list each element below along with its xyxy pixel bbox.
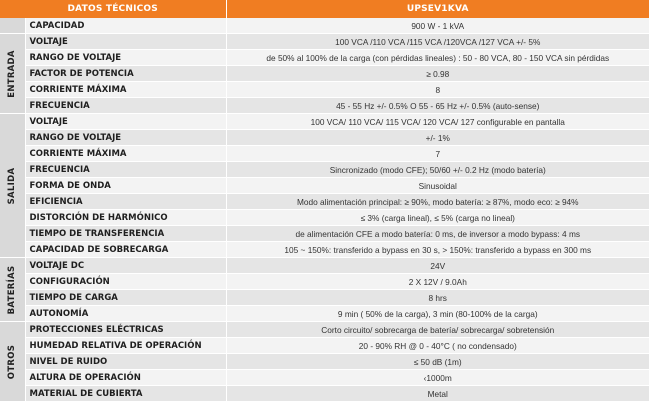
row-label: FRECUENCIA	[25, 98, 226, 114]
row-label: RANGO DE VOLTAJE	[25, 50, 226, 66]
header-model: UPSEV1KVA	[226, 0, 649, 18]
row-value: 8	[226, 82, 649, 98]
table-row	[0, 290, 649, 306]
row-value: 24V	[226, 258, 649, 274]
group-cell	[0, 34, 25, 114]
row-value: +/- 1%	[226, 130, 649, 146]
group-label: ENTRADA	[7, 49, 18, 98]
table-row	[0, 162, 649, 178]
table-row	[0, 178, 649, 194]
row-value: 9 min ( 50% de la carga), 3 min (80-100% de la carga)	[226, 306, 649, 322]
group-cell	[0, 322, 25, 402]
table-row	[0, 194, 649, 210]
row-label: VOLTAJE	[25, 34, 226, 50]
row-label: HUMEDAD RELATIVA DE OPERACIÓN	[25, 338, 226, 354]
row-value: Metal	[226, 386, 649, 402]
group-cell-empty	[0, 18, 25, 34]
row-label: CORRIENTE MÁXIMA	[25, 82, 226, 98]
table-row	[0, 370, 649, 386]
row-label: AUTONOMÍA	[25, 306, 226, 322]
row-label: PROTECCIONES ELÉCTRICAS	[25, 322, 226, 338]
table-row	[0, 18, 649, 34]
row-label: VOLTAJE DC	[25, 258, 226, 274]
header-row	[0, 0, 649, 18]
table-row	[0, 34, 649, 50]
row-value: 2 X 12V / 9.0Ah	[226, 274, 649, 290]
table-row	[0, 146, 649, 162]
header-datos-tecnicos: DATOS TÉCNICOS	[0, 0, 226, 18]
group-cell	[0, 258, 25, 322]
table-row	[0, 354, 649, 370]
table-row	[0, 50, 649, 66]
row-value: 100 VCA/ 110 VCA/ 115 VCA/ 120 VCA/ 127 configurable en pantalla	[226, 114, 649, 130]
table-row	[0, 226, 649, 242]
row-label: NIVEL DE RUIDO	[25, 354, 226, 370]
row-label: EFICIENCIA	[25, 194, 226, 210]
row-value: Corto circuito/ sobrecarga de batería/ sobrecarga/ sobretensión	[226, 322, 649, 338]
row-value: ≤ 3% (carga lineal), ≤ 5% (carga no lineal)	[226, 210, 649, 226]
spec-body	[0, 18, 649, 402]
row-label: CAPACIDAD DE SOBRECARGA	[25, 242, 226, 258]
row-label: TIEMPO DE TRANSFERENCIA	[25, 226, 226, 242]
row-value: 8 hrs	[226, 290, 649, 306]
table-row	[0, 130, 649, 146]
group-label: OTROS	[7, 344, 18, 379]
group-cell	[0, 114, 25, 258]
row-value: ≤ 50 dB (1m)	[226, 354, 649, 370]
row-value: 100 VCA /110 VCA /115 VCA /120VCA /127 VCA +/- 5%	[226, 34, 649, 50]
table-row	[0, 258, 649, 274]
row-value: Modo alimentación principal: ≥ 90%, modo batería: ≥ 87%, modo eco: ≥ 94%	[226, 194, 649, 210]
row-label: VOLTAJE	[25, 114, 226, 130]
row-label: RANGO DE VOLTAJE	[25, 130, 226, 146]
row-value: 45 - 55 Hz +/- 0.5% O 55 - 65 Hz +/- 0.5% (auto-sense)	[226, 98, 649, 114]
table-row	[0, 306, 649, 322]
row-label: TIEMPO DE CARGA	[25, 290, 226, 306]
row-label: CORRIENTE MÁXIMA	[25, 146, 226, 162]
table-row	[0, 242, 649, 258]
table-row	[0, 82, 649, 98]
row-label: MATERIAL DE CUBIERTA	[25, 386, 226, 402]
row-label: ALTURA DE OPERACIÓN	[25, 370, 226, 386]
table-row	[0, 274, 649, 290]
row-value: 900 W - 1 kVA	[226, 18, 649, 34]
row-label: FACTOR DE POTENCIA	[25, 66, 226, 82]
row-label: FORMA DE ONDA	[25, 178, 226, 194]
group-label: BATERÍAS	[7, 265, 18, 314]
table-row	[0, 210, 649, 226]
row-value: de alimentación CFE a modo batería: 0 ms, de inversor a modo bypass: 4 ms	[226, 226, 649, 242]
row-value: ≥ 0.98	[226, 66, 649, 82]
row-label: FRECUENCIA	[25, 162, 226, 178]
table-row	[0, 98, 649, 114]
row-value: 20 - 90% RH @ 0 - 40°C ( no condensado)	[226, 338, 649, 354]
row-value: Sincronizado (modo CFE); 50/60 +/- 0.2 Hz (modo batería)	[226, 162, 649, 178]
row-value: 7	[226, 146, 649, 162]
row-label: DISTORCIÓN DE HARMÓNICO	[25, 210, 226, 226]
row-label: CONFIGURACIÓN	[25, 274, 226, 290]
table-row	[0, 114, 649, 130]
row-value: 105 ~ 150%: transferido a bypass en 30 s, > 150%: transferido a bypass en 300 ms	[226, 242, 649, 258]
row-value: ‹1000m	[226, 370, 649, 386]
group-label: SALIDA	[7, 167, 18, 204]
table-row	[0, 322, 649, 338]
table-row	[0, 386, 649, 402]
table-row	[0, 66, 649, 82]
row-value: Sinusoidal	[226, 178, 649, 194]
row-value: de 50% al 100% de la carga (con pérdidas lineales) : 50 - 80 VCA, 80 - 150 VCA sin pérdidas	[226, 50, 649, 66]
table-row	[0, 338, 649, 354]
row-label: CAPACIDAD	[25, 18, 226, 34]
